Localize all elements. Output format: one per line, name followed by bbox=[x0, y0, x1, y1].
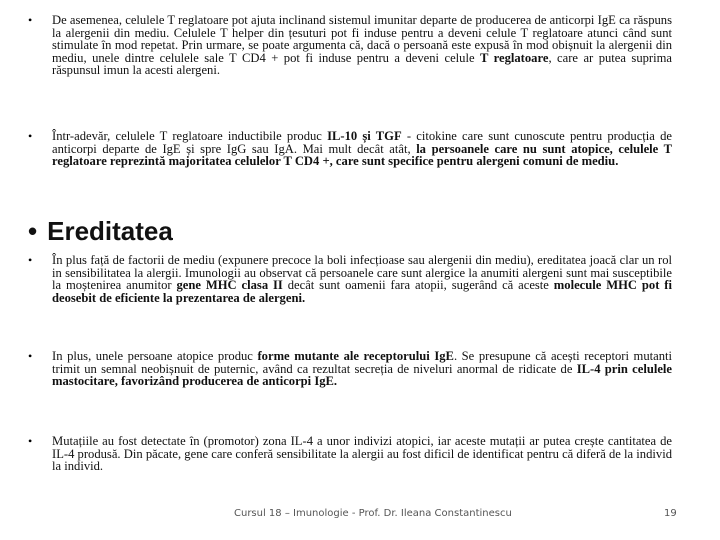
heading-text: Ereditatea bbox=[47, 216, 173, 246]
heading-bullet-marker: • bbox=[28, 216, 38, 246]
paragraph-ige-receptor: In plus, unele persoane atopice produc forme mutante ale receptorului IgE. Se presupune că acești receptori mutanti trimit un semnal neobișnuit de puternic, având ca rezultat secreția de niveluri anormal de ridicate de IL-4 prin celulele mastocitare, favorizând producerea de anticorpi IgE. bbox=[52, 349, 673, 388]
bullet-marker: • bbox=[28, 253, 33, 267]
section-heading bbox=[28, 216, 173, 247]
bullet-marker: • bbox=[28, 349, 33, 363]
bullet-marker: • bbox=[28, 129, 33, 143]
footer-course-title: Cursul 18 – Imunologie - Prof. Dr. Ileana Constantinescu bbox=[234, 508, 512, 519]
bullet-marker: • bbox=[28, 13, 33, 27]
paragraph-il4-mutations: Mutațiile au fost detectate în (promotor) zona IL-4 a unor indivizi atopici, iar aceste mutații ar putea crește cantitatea de IL-4 produsă. Din păcate, gene care conferă sensibilitate la alergii au fost dificil de identificat pentru că diferă de la individ la individ. bbox=[52, 434, 672, 473]
paragraph-inducible-t-cells: Într-adevăr, celulele T reglatoare inductibile produc IL-10 și TGF - citokine care sunt cunoscute pentru producția de anticorpi departe de IgE și spre IgG sau IgA. Mai mult decât atât, la persoanele care nu sunt atopice, celulele T reglatoare reprezintă majoritatea celulelor T CD4 +, care sunt specifice pentru alergeni comuni de mediu. bbox=[52, 129, 673, 168]
paragraph-heredity: În plus față de factorii de mediu (expunere precoce la boli infecțioase sau alergenii din mediu), ereditatea joacă clar un rol in sensibilitatea la alergii. Imunologii au observat că persoanele care sunt alergice la anumiti alergeni sunt mai susceptibile la moștenirea anumitor gene MHC clasa II decât sunt oamenii fara atopii, sugerând că aceste molecule MHC pot fi deosebit de eficiente la prezentarea de alergeni. bbox=[52, 253, 673, 305]
bullet-marker: • bbox=[28, 434, 33, 448]
page-number: 19 bbox=[664, 508, 677, 519]
paragraph-regulatory-t-cells: De asemenea, celulele T reglatoare pot ajuta inclinand sistemul imunitar departe de producerea de anticorpi IgE ca răspuns la alergenii din mediu. Celulele T helper din țesuturi pot fi induse pentru a deveni celule T reglatoare atunci când sunt stimulate în mod repetat. Prin urmare, se poate argumenta că, dacă o persoană este expusă în mod obișnuit la alergenii din mediu, unele dintre celulele sale T CD4 + pot fi induse pentru a deveni celule T reglatoare, care ar putea suprima răspunsul imun la acesti alergeni. bbox=[52, 13, 672, 77]
